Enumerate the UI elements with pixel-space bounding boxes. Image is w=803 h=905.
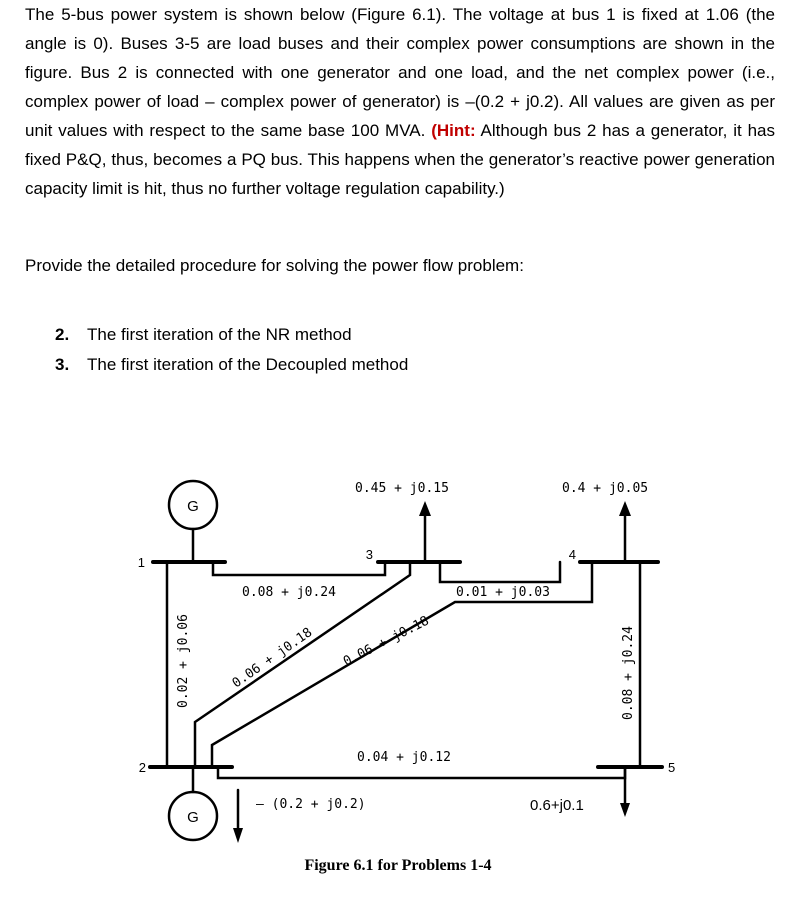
question-text: The first iteration of the Decoupled method (87, 355, 409, 374)
question-number: 2. (55, 325, 70, 344)
question-text: The first iteration of the NR method (87, 325, 352, 344)
bus-3-label: 3 (365, 547, 373, 562)
load-5-value: 0.6+j0.1 (530, 797, 584, 814)
bus-1-label: 1 (137, 555, 145, 570)
line-1-3-impedance: 0.08 + j0.24 (242, 585, 336, 600)
line-2-4-impedance: 0.06 + j0.18 (341, 613, 432, 670)
line-3-4 (440, 562, 560, 582)
load-4-value: 0.4 + j0.05 (562, 481, 649, 496)
generator-1-label: G (187, 498, 199, 515)
bus-2-label: 2 (138, 760, 146, 775)
load-4-arrow-icon (619, 501, 631, 516)
problem-text-2: Although bus 2 has a generator, it has fixed P&Q, thus, becomes a PQ bus. This happens when the generator’s reactive power generation capacity limit is hit, thus no further voltage regulation capability.) (25, 121, 776, 198)
line-2-5-impedance: 0.04 + j0.12 (357, 750, 451, 765)
load-2-value: – (0.2 + j0.2) (256, 797, 366, 812)
bus-5-label: 5 (668, 760, 676, 775)
line-2-5 (218, 767, 625, 778)
line-4-5-impedance: 0.08 + j0.24 (621, 626, 636, 720)
load-3-arrow-icon (419, 501, 431, 516)
load-5-arrow-icon (620, 803, 630, 817)
question-number: 3. (55, 355, 70, 374)
line-1-2-impedance: 0.02 + j0.06 (176, 614, 191, 708)
task-prompt: Provide the detailed procedure for solving the power flow problem: (25, 256, 524, 275)
generator-2-label: G (187, 809, 199, 826)
load-3-value: 0.45 + j0.15 (355, 481, 449, 496)
line-1-3 (213, 562, 385, 575)
bus-4-label: 4 (568, 547, 576, 562)
load-2-arrow-icon (233, 828, 243, 843)
figure-caption: Figure 6.1 for Problems 1-4 (304, 857, 492, 874)
line-2-3-impedance: 0.06 + j0.18 (229, 625, 316, 692)
hint-label: (Hint: (431, 121, 476, 140)
line-3-4-impedance: 0.01 + j0.03 (456, 585, 550, 600)
problem-text-1: The 5-bus power system is shown below (Figure 6.1). The voltage at bus 1 is fixed at 1.06 (the angle is 0). Buses 3-5 are load buses and their complex power consumptions are shown in the figure. Bus 2 is connected with one generator and one load, and the net complex power (i.e., complex power of load – complex power of generator) is –(0.2 + j0.2). All values are given as per unit values with respect to the same base 100 MVA. (25, 5, 775, 140)
